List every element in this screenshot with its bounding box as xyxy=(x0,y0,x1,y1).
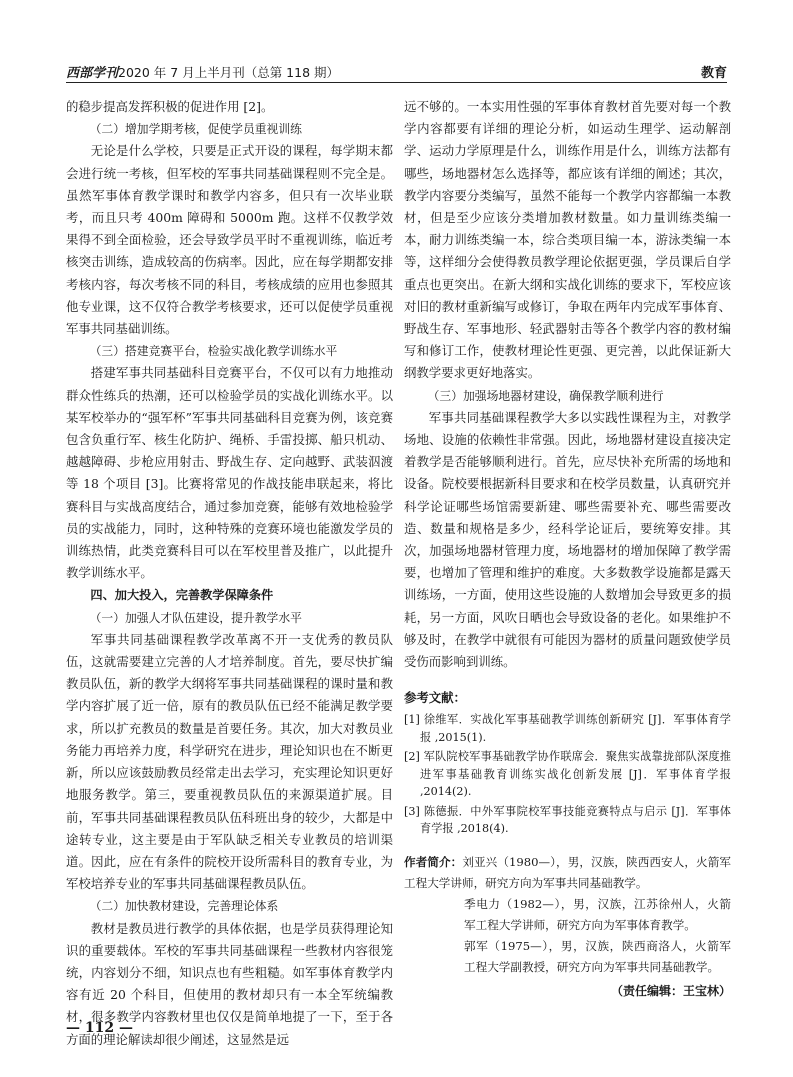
reference-item: [3] 陈德振．中外军事院校军事技能竞赛特点与启示 [J]．军事体育学报 ,2018(4). xyxy=(404,804,731,836)
page-number: — 112 — xyxy=(66,1020,133,1036)
subsection-heading: （三）搭建竞赛平台，检验实战化教学训练水平 xyxy=(89,344,338,359)
author-bio-line: 刘亚兴（1980—），男，汉族，陕西西安人，火箭军工程大学讲师，研究方向为军事共同基础教学。 xyxy=(404,854,731,890)
author-bio-line: 季电力（1982—），男，汉族，江苏徐州人，火箭军工程大学讲师，研究方向为军事体育教学。 xyxy=(464,896,731,932)
author-bio xyxy=(404,852,731,978)
issue-info: 2020 年 7 月上半月刊（总第 118 期） xyxy=(118,65,340,80)
reference-item: [2] 军队院校军事基础教学协作联席会．聚焦实战靠拢部队深度推进军事基础教育训练实战化创新发展 [J]．军事体育学报 ,2014(2). xyxy=(404,750,731,799)
author-bio-line: 郭军（1975—），男，汉族，陕西商洛人，火箭军工程大学副教授，研究方向为军事共同基础教学。 xyxy=(464,938,731,974)
paragraph-continued: 远不够的。一本实用性强的军事体育教材首先要对每一个教学内容都要有详细的理论分析，如运动生理学、运动解剖学、运动力学原理是什么，训练作用是什么，训练方法都有哪些，场地器材怎么选择等，都应该有详细的阐述；其次，教学内容要分类编写，虽然不能每一个教学内容都编一本教材，但是至少应该分类增加教材数量。如力量训练类编一本，耐力训练类编一本，综合类项目编一本，游泳类编一本等，这样细分会使得教员教学理论依据更强，学员课后自学重点也更突出。在新大纲和实战化训练的要求下，军校应该对旧的教材重新编写或修订，争取在两年内完成军事体育、野战生存、军事地形、轻武器射击等各个教学内容的教材编写和修订工作，使教材理论性更强、更完善，以此保证新大纲教学要求更好地落实。 xyxy=(404,99,731,381)
reference-item: [1] 徐维军．实战化军事基础教学训练创新研究 [J]．军事体育学报 ,2015(1). xyxy=(404,713,731,744)
paragraph: 无论是什么学校，只要是正式开设的课程，每学期末都会进行统一考核，但军校的军事共同基础课程则不完全是。虽然军事体育教学课时和教学内容多，但只有一次毕业联考，而且只考 400m 障碍和 5000m 跑。这样不仅教学效果得不到全面检验，还会导致学员平时不重视训练，临近考核突击训练，造成较高的伤病率。因此，应在每学期都安排考核内容，每次考核不同的科目，考核成绩的应用也参照其他专业课，这不仅符合教学考核要求，还可以促使学员重视军事共同基础训练。 xyxy=(66,143,393,337)
subsection-heading: （一）加强人才队伍建设，提升教学水平 xyxy=(89,610,302,625)
section-heading: 四、加大投入，完善教学保障条件 xyxy=(90,588,274,603)
paragraph: 教材是教员进行教学的具体依据，也是学员获得理论知识的重要载体。军校的军事共同基础课程一些教材内容很笼统，内容划分不细，知识点也有些粗糙。如军事体育教学内容有近 20 个科目，但使用的教材却只有一本全军统编教材，很多教学内容教材里也仅仅是简单地提了一下，至于各方面的理论解读却很少阐述，这显然是远 xyxy=(66,920,393,1047)
paragraph: 搭建军事共同基础科目竞赛平台，不仅可以有力地推动群众性练兵的热潮，还可以检验学员的实战化训练水平。以某军校举办的“强军杯”军事共同基础科目竞赛为例，该竞赛包含负重行军、核生化防护、绳桥、手雷投掷、船只机动、越越障碍、步枪应用射击、野战生存、定向越野、武装泅渡等 18 个项目 [3]。比赛将常见的作战技能串联起来，将比赛科目与实战高度结合，通过参加竞赛，能够有效地检验学员的实战能力，同时，这种特殊的竞赛环境也能激发学员的训练热情，此类竞赛科目可以在军校里普及推广，以此提升教学训练水平。 xyxy=(66,365,393,581)
paragraph: 军事共同基础课程教学改革离不开一支优秀的教员队伍，这就需要建立完善的人才培养制度。首先，要尽快扩编教员队伍，新的教学大纲将军事共同基础课程的课时量和教学内容扩展了近一倍，原有的教员队伍已经不能满足教学要求，所以扩充教员的数量是首要任务。其次，加大对教员业务能力再培养力度，科学研究在进步，理论知识也在不断更新，所以应该鼓励教员经常走出去学习，充实理论知识更好地服务教学。第三，要重视教员队伍的来源渠道扩展。目前，军事共同基础课程教员队伍科班出身的较少，大都是中途转专业，这主要是由于军队缺乏相关专业教员的培训渠道。因此，应在有条件的院校开设所需科目的教育专业，为军校培养专业的军事共同基础课程教员队伍。 xyxy=(66,631,393,892)
paragraph-continued: 的稳步提高发挥积极的促进作用 [2]。 xyxy=(66,99,274,114)
header-rule xyxy=(66,82,727,83)
responsible-editor: （责任编辑：王宝林） xyxy=(610,983,731,998)
subsection-heading: （二）加快教材建设，完善理论体系 xyxy=(89,899,279,914)
author-bio-label: 作者简介： xyxy=(404,854,463,869)
paragraph: 军事共同基础课程教学大多以实践性课程为主，对教学场地、设施的依赖性非常强。因此，场地器材建设直接决定着教学是否能够顺利进行。首先，应尽快补充所需的场地和设备。院校要根据新科目要求和在校学员数量，认真研究并科学论证哪些场馆需要新建、哪些需要补充、哪些需要改造、数量和规格是多少，经科学论证后，要统筹安排。其次，加强场地器材管理力度，场地器材的增加保障了教学需要，也增加了管理和维护的难度。大多数教学设施都是露天训练场，一方面，使用这些设施的人数增加会导致更多的损耗，另一方面，风吹日晒也会导致设备的老化。如果维护不够及时，在教学中就很有可能因为器材的质量问题致使学员受伤而影响到训练。 xyxy=(404,409,731,670)
left-column xyxy=(66,96,393,1051)
journal-name: 西部学刊 xyxy=(66,66,119,81)
subsection-heading: （二）增加学期考核，促使学员重视训练 xyxy=(89,122,302,137)
right-column xyxy=(404,96,731,1002)
header-left xyxy=(66,62,339,81)
section-name: 教育 xyxy=(700,66,727,81)
references-title: 参考文献： xyxy=(404,690,466,706)
running-header xyxy=(66,60,727,82)
subsection-heading: （三）加强场地器材建设，确保教学顺利进行 xyxy=(427,388,664,403)
